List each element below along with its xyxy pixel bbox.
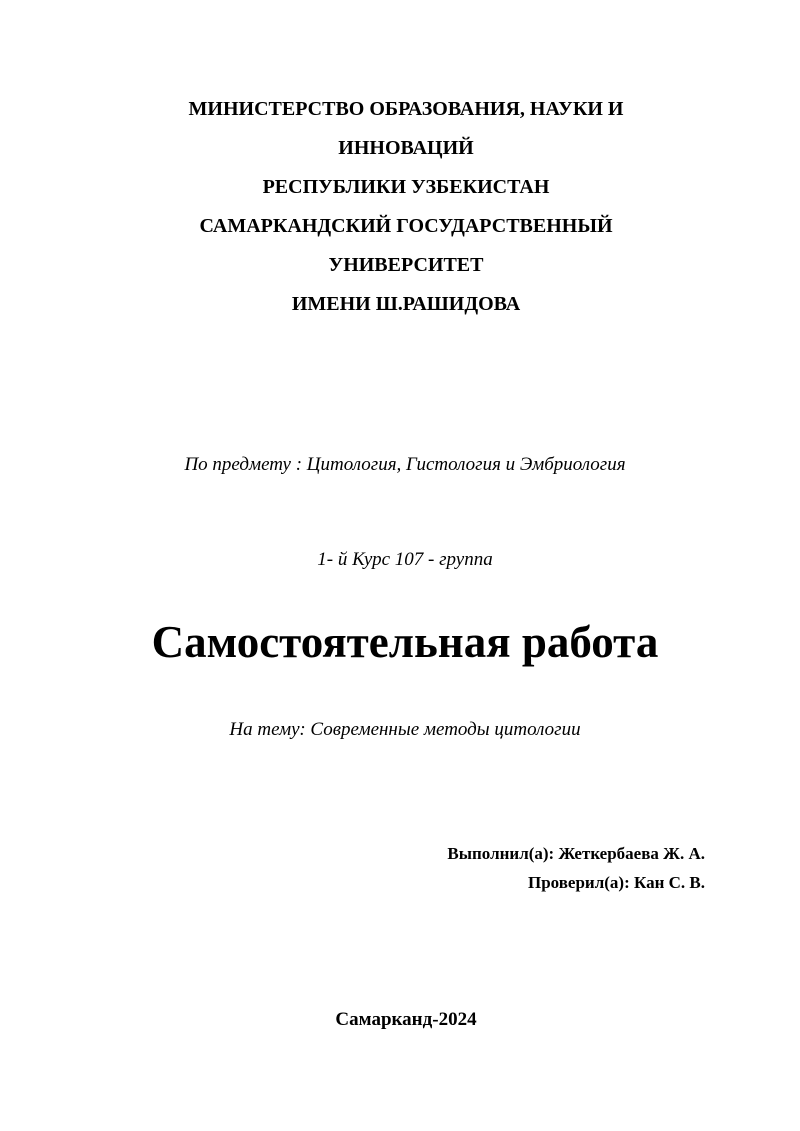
header-line-university: УНИВЕРСИТЕТ: [328, 254, 484, 276]
checked-by-signature: Проверил(а): Кан С. В.: [527, 873, 705, 892]
header-line-named-after: ИМЕНИ Ш.РАШИДОВА: [291, 293, 521, 315]
header-line-republic: РЕСПУБЛИКИ УЗБЕКИСТАН: [262, 176, 550, 198]
topic-line: На тему: Современные методы цитологии: [229, 719, 581, 740]
header-line-ministry: МИНИСТЕРСТВО ОБРАЗОВАНИЯ, НАУКИ И: [188, 98, 624, 120]
document-title: Самостоятельная работа: [151, 617, 659, 667]
subject-line: По предмету : Цитология, Гистология и Эмбриология: [184, 454, 626, 475]
header-line-university-name: САМАРКАНДСКИЙ ГОСУДАРСТВЕННЫЙ: [199, 215, 613, 237]
city-year: Самарканд-2024: [335, 1009, 477, 1030]
header-line-innovations: ИННОВАЦИЙ: [338, 137, 474, 159]
course-group-line: 1- й Курс 107 - группа: [317, 549, 493, 570]
performed-by-signature: Выполнил(а): Жеткербаева Ж. А.: [447, 844, 705, 863]
